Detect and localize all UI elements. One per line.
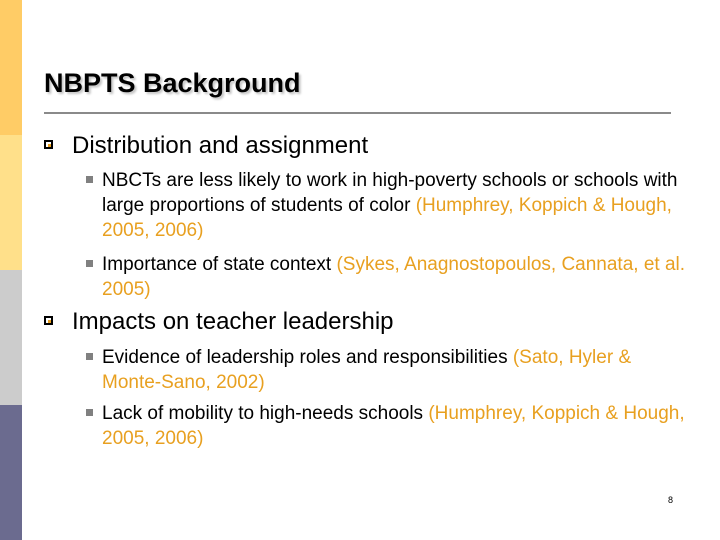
citation: (Humphrey, Koppich & Hough, 2005, 2006): [102, 195, 672, 241]
bullet-text: Impacts on teacher leadership: [72, 308, 394, 335]
square-bullet-icon: [44, 316, 53, 325]
small-square-bullet-icon: [86, 353, 93, 360]
sub-bullet-nbcts: [86, 168, 686, 243]
small-square-bullet-icon: [86, 409, 93, 416]
sub-bullet-text: Importance of state context: [102, 254, 332, 275]
small-square-bullet-icon: [86, 176, 93, 183]
title-divider: [44, 112, 671, 114]
citation: (Sykes, Anagnostopoulos, Cannata, et al. 2005): [102, 254, 686, 300]
sidebar-segment-3: [0, 270, 22, 405]
slide-title: NBPTS Background: [44, 68, 301, 98]
sidebar-color-bar: [0, 0, 22, 540]
sub-bullet-state-context: [86, 252, 686, 302]
citation: (Sato, Hyler & Monte-Sano, 2002): [102, 347, 632, 393]
bullet-text: Distribution and assignment: [72, 132, 369, 159]
page-number: 8: [668, 495, 674, 505]
sidebar-segment-1: [0, 0, 22, 135]
sub-bullet-mobility: [86, 401, 686, 451]
small-square-bullet-icon: [86, 260, 93, 267]
sub-bullet-text: NBCTs are less likely to work in high-poverty schools or schools with large proportions of students of color: [102, 170, 678, 216]
citation: (Humphrey, Koppich & Hough, 2005, 2006): [102, 403, 685, 449]
sub-bullet-leadership-roles: [86, 345, 686, 395]
sub-bullet-text: Evidence of leadership roles and responsibilities: [102, 347, 508, 368]
sub-bullet-text: Lack of mobility to high-needs schools: [102, 403, 424, 424]
sidebar-segment-4: [0, 405, 22, 540]
square-bullet-icon: [44, 140, 53, 149]
sidebar-segment-2: [0, 135, 22, 270]
